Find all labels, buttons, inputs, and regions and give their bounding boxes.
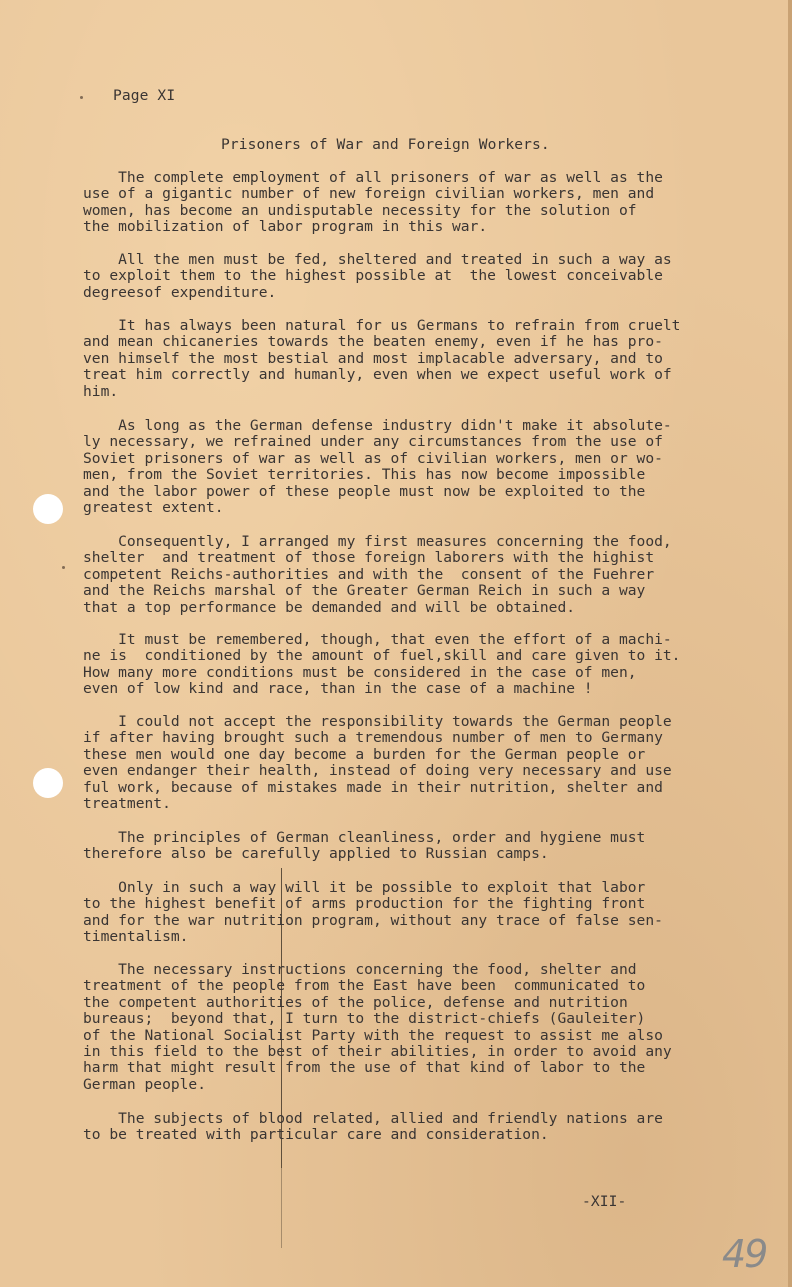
text-line: ful work, because of mistakes made in their nutrition, shelter and	[83, 778, 663, 796]
text-line: As long as the German defense industry didn't make it absolute-	[83, 417, 672, 434]
paragraph	[83, 534, 672, 616]
paragraph	[83, 170, 663, 236]
text-line: competent Reichs-authorities and with the consent of the Fuehrer	[83, 565, 655, 583]
text-line: and the Reichs marshal of the Greater German Reich in such a way	[83, 582, 646, 600]
text-line: men, from the Soviet territories. This has now become impossible	[83, 466, 646, 484]
paragraph	[83, 830, 645, 863]
paragraph	[83, 418, 672, 516]
text-line: ne is conditioned by the amount of fuel,skill and care given to it.	[83, 647, 681, 665]
text-line: treatment.	[83, 794, 171, 812]
text-line: All the men must be fed, sheltered and treated in such a way as	[83, 251, 672, 268]
text-line: him.	[83, 382, 119, 400]
text-line: ven himself the most bestial and most implacable adversary, and to	[83, 349, 663, 367]
text-line: women, has become an undisputable necessity for the solution of	[83, 201, 637, 219]
paragraph	[83, 880, 663, 946]
text-line: Only in such a way will it be possible to exploit that labor	[83, 879, 646, 896]
text-line: these men would one day become a burden for the German people or	[83, 745, 646, 763]
text-line: timentalism.	[83, 928, 189, 946]
paragraph	[83, 962, 672, 1093]
text-line: if after having brought such a tremendous number of men to Germany	[83, 729, 663, 747]
text-line: therefore also be carefully applied to Russian camps.	[83, 845, 549, 863]
text-line: It has always been natural for us Germans to refrain from cruelt	[83, 317, 681, 334]
text-line: even endanger their health, instead of doing very necessary and use	[83, 762, 672, 780]
text-line: and the labor power of these people must now be exploited to the	[83, 482, 646, 500]
text-line: It must be remembered, though, that even the effort of a machi-	[83, 631, 672, 648]
text-line: in this field to the best of their abilities, in order to avoid any	[83, 1042, 672, 1060]
archive-page-number: 49	[722, 1232, 767, 1276]
ink-speck	[62, 566, 65, 569]
text-line: Consequently, I arranged my first measures concerning the food,	[83, 533, 672, 550]
text-line: How many more conditions must be considered in the case of men,	[83, 663, 637, 681]
next-page-marker: -XII-	[582, 1193, 627, 1210]
text-line: treat him correctly and humanly, even when we expect useful work of	[83, 366, 672, 384]
text-line: harm that might result from the use of that kind of labor to the	[83, 1059, 646, 1077]
text-line: ly necessary, we refrained under any circumstances from the use of	[83, 433, 663, 451]
text-line: the competent authorities of the police, defense and nutrition	[83, 993, 628, 1011]
text-line: use of a gigantic number of new foreign civilian workers, men and	[83, 185, 655, 203]
page-label: Page XI	[113, 87, 176, 104]
text-line: shelter and treatment of those foreign laborers with the highist	[83, 549, 655, 567]
ink-speck	[80, 96, 83, 99]
text-line: and for the war nutrition program, without any trace of false sen-	[83, 911, 663, 929]
punch-hole	[33, 768, 63, 798]
paragraph	[83, 252, 672, 301]
text-line: The necessary instructions concerning the food, shelter and	[83, 961, 637, 978]
text-line: that a top performance be demanded and will be obtained.	[83, 598, 576, 616]
document-title: Prisoners of War and Foreign Workers.	[221, 136, 550, 153]
text-line: bureaus; beyond that, I turn to the district-chiefs (Gauleiter)	[83, 1010, 646, 1028]
text-line: Soviet prisoners of war as well as of civilian workers, men or wo-	[83, 449, 663, 467]
text-line: to the highest benefit of arms production for the fighting front	[83, 895, 646, 913]
punch-hole	[33, 494, 63, 524]
fold-crease	[281, 1168, 282, 1248]
text-line: of the National Socialist Party with the request to assist me also	[83, 1026, 663, 1044]
text-line: even of low kind and race, than in the case of a machine !	[83, 680, 593, 698]
paragraph	[83, 714, 672, 812]
text-line: treatment of the people from the East have been communicated to	[83, 977, 646, 995]
paragraph	[83, 632, 680, 698]
page-edge	[788, 0, 792, 1287]
text-line: The complete employment of all prisoners of war as well as the	[83, 169, 663, 186]
text-line: The subjects of blood related, allied and friendly nations are	[83, 1110, 663, 1127]
paragraph	[83, 1111, 663, 1144]
text-line: degreesof expenditure.	[83, 283, 277, 301]
text-line: to exploit them to the highest possible at the lowest conceivable	[83, 267, 663, 285]
text-line: I could not accept the responsibility towards the German people	[83, 713, 672, 730]
text-line: German people.	[83, 1075, 207, 1093]
paragraph	[83, 318, 680, 400]
text-line: greatest extent.	[83, 498, 224, 516]
text-line: the mobilization of labor program in this war.	[83, 218, 488, 236]
text-line: to be treated with particular care and consideration.	[83, 1126, 549, 1144]
text-line: The principles of German cleanliness, order and hygiene must	[83, 829, 646, 846]
text-line: and mean chicaneries towards the beaten enemy, even if he has pro-	[83, 333, 663, 351]
